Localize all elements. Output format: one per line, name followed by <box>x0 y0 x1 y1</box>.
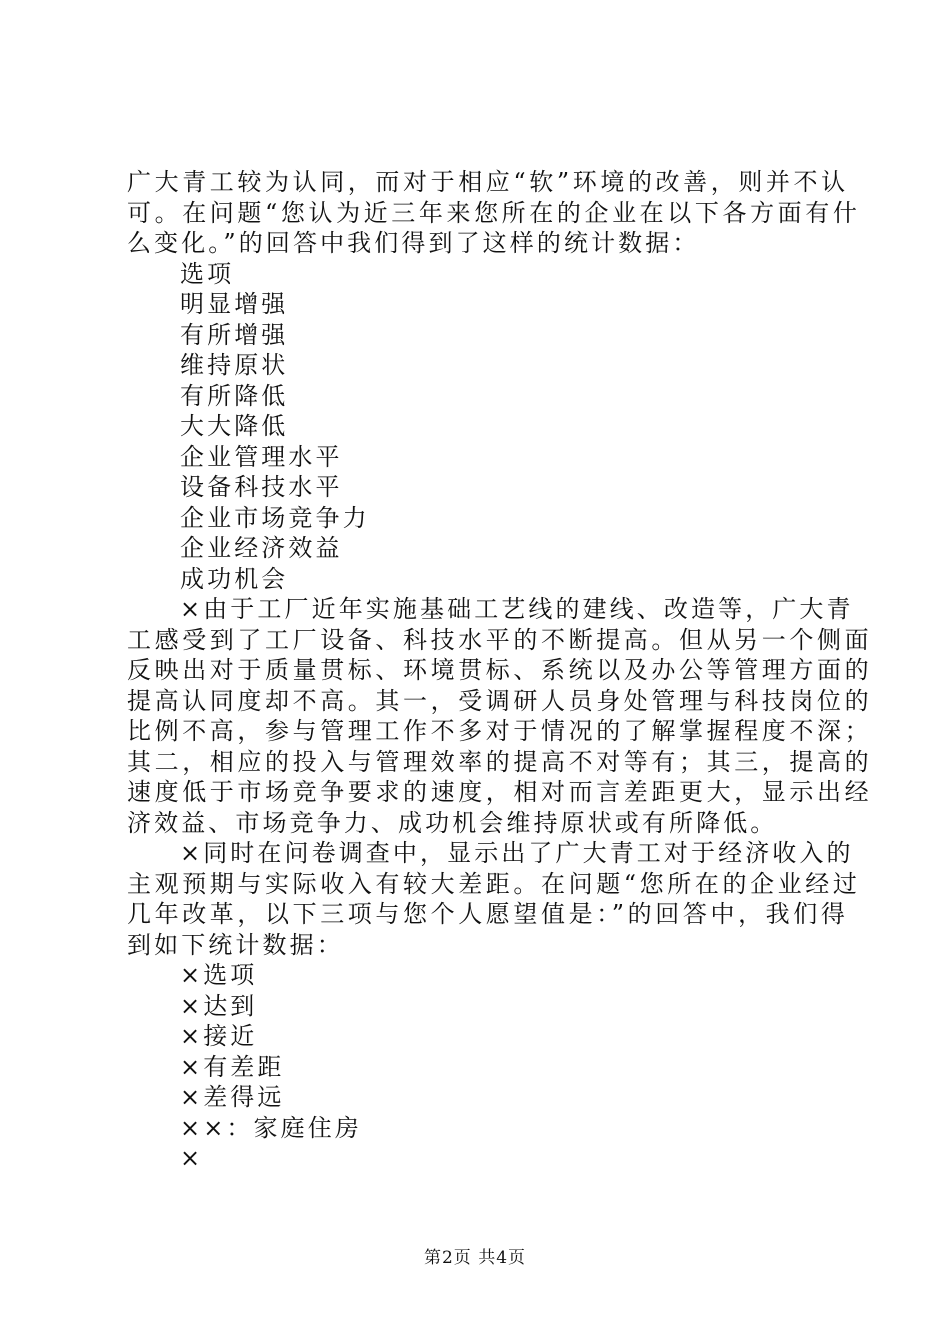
table-option-label: ×达到 <box>180 991 258 1020</box>
paragraph-line: 到如下统计数据： <box>127 930 344 959</box>
table-option-label: 明显增强 <box>180 290 289 318</box>
paragraph-line: 其二，相应的投入与管理效率的提高不对等有；其三，提高的 <box>127 747 873 776</box>
table-row-label: 设备科技水平 <box>180 473 343 501</box>
page-footer <box>0 1243 950 1268</box>
document-body <box>127 167 873 1174</box>
table-option-label: 大大降低 <box>180 412 289 440</box>
table-option-label: 有所增强 <box>180 320 289 349</box>
paragraph-line: 么变化。”的回答中我们得到了这样的统计数据： <box>127 229 700 257</box>
table-option-label: ×接近 <box>180 1022 258 1050</box>
table-option-label: 有所降低 <box>180 381 289 410</box>
paragraph-line: 反映出对于质量贯标、环境贯标、系统以及办公等管理方面的 <box>127 656 873 684</box>
paragraph-line: ×同时在问卷调查中，显示出了广大青工对于经济收入的 <box>180 839 854 867</box>
table-option-label: ×有差距 <box>180 1052 285 1081</box>
table-option-label: ×差得远 <box>180 1083 285 1111</box>
paragraph-line: 主观预期与实际收入有较大差距。在问题“您所在的企业经过 <box>127 869 861 898</box>
paragraph-line: 济效益、市场竞争力、成功机会维持原状或有所降低。 <box>127 808 778 837</box>
table-row-label: 企业管理水平 <box>180 442 343 471</box>
paragraph-line: 工感受到了工厂设备、科技水平的不断提高。但从另一个侧面 <box>127 625 873 654</box>
table-row-label: 成功机会 <box>180 564 289 593</box>
table-row-label: × <box>180 1144 204 1172</box>
table-row-label: 企业市场竞争力 <box>180 503 370 532</box>
paragraph-line: 速度低于市场竞争要求的速度，相对而言差距更大，显示出经 <box>127 778 873 806</box>
paragraph-line: 几年改革，以下三项与您个人愿望值是：”的回答中，我们得 <box>127 900 849 928</box>
paragraph-line: 提高认同度却不高。其一，受调研人员身处管理与科技岗位的 <box>127 686 873 715</box>
table-row-label: 企业经济效益 <box>180 534 343 562</box>
paragraph-line: ×由于工厂近年实施基础工艺线的建线、改造等，广大青 <box>180 595 854 623</box>
paragraph-line: 广大青工较为认同，而对于相应“软”环境的改善，则并不认 <box>127 168 849 196</box>
paragraph-line: 比例不高，参与管理工作不多对于情况的了解掌握程度不深； <box>127 717 873 745</box>
table-option-label: 维持原状 <box>180 351 289 379</box>
paragraph-line: 可。在问题“您认为近三年来您所在的企业在以下各方面有什 <box>127 198 861 227</box>
page-number-label: 第2页 共4页 <box>423 1248 527 1268</box>
table-header-label: 选项 <box>180 259 235 288</box>
table-header-label: ×选项 <box>180 961 258 989</box>
table-row-label: ××：家庭住房 <box>180 1113 362 1142</box>
